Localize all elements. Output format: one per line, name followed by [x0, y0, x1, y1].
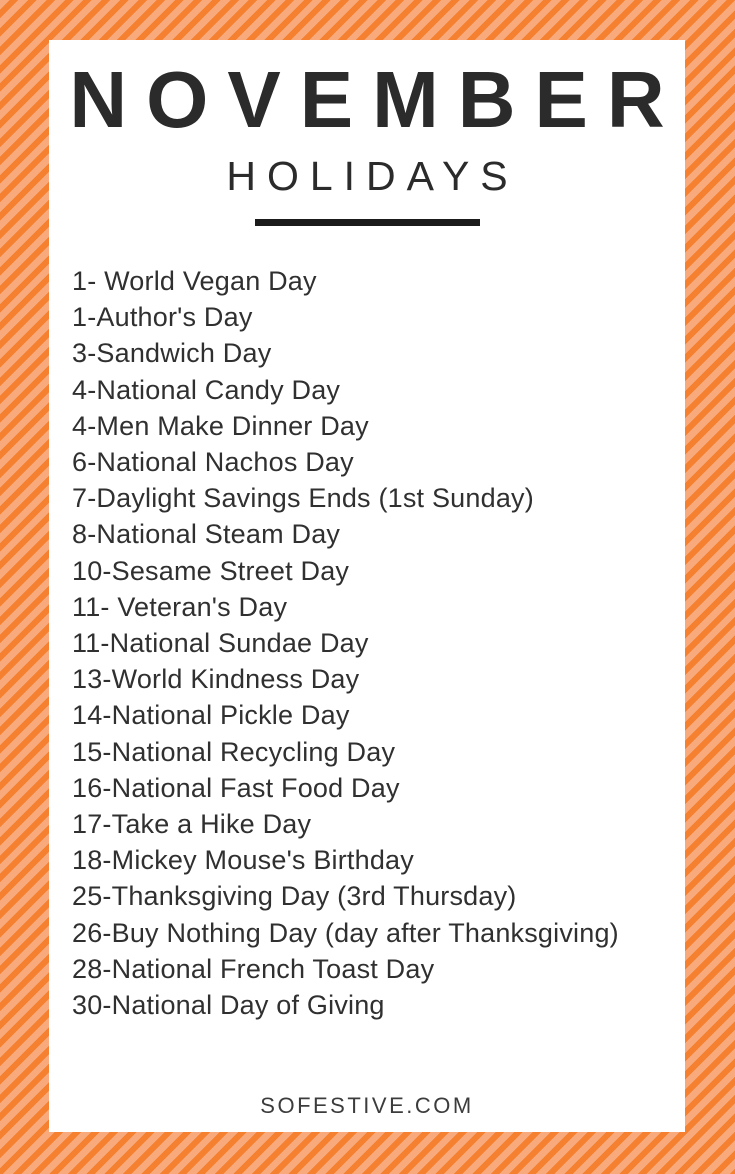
poster-header: [49, 40, 685, 226]
list-item: 13-World Kindness Day: [72, 664, 360, 695]
content-panel: [49, 40, 685, 1132]
holiday-list: [72, 263, 619, 1023]
page-title: NOVEMBER: [69, 55, 684, 144]
list-item: 15-National Recycling Day: [72, 736, 396, 767]
list-item: 8-National Steam Day: [72, 519, 341, 550]
list-item: 1-Author's Day: [72, 302, 253, 333]
list-item: 25-Thanksgiving Day (3rd Thursday): [72, 881, 517, 912]
list-item: 16-National Fast Food Day: [72, 772, 400, 803]
list-item: 14-National Pickle Day: [72, 700, 350, 731]
list-item: 11- Veteran's Day: [72, 591, 288, 622]
list-item: 3-Sandwich Day: [72, 338, 272, 369]
page-subtitle: HOLIDAYS: [226, 153, 519, 199]
list-item: 26-Buy Nothing Day (day after Thanksgiving): [72, 917, 619, 948]
title-divider: [255, 219, 480, 226]
list-item: 4-National Candy Day: [72, 374, 341, 405]
site-credit: SOFESTIVE.COM: [260, 1093, 474, 1118]
list-item: 18-Mickey Mouse's Birthday: [72, 845, 414, 876]
list-item: 7-Daylight Savings Ends (1st Sunday): [72, 483, 534, 514]
list-item: 10-Sesame Street Day: [72, 555, 350, 586]
list-item: 28-National French Toast Day: [72, 953, 435, 984]
list-item: 11-National Sundae Day: [72, 628, 369, 659]
list-item: 4-Men Make Dinner Day: [72, 410, 369, 441]
list-item: 30-National Day of Giving: [72, 990, 385, 1021]
list-item: 1- World Vegan Day: [72, 266, 317, 296]
list-item: 6-National Nachos Day: [72, 447, 354, 478]
list-item: 17-Take a Hike Day: [72, 809, 312, 840]
